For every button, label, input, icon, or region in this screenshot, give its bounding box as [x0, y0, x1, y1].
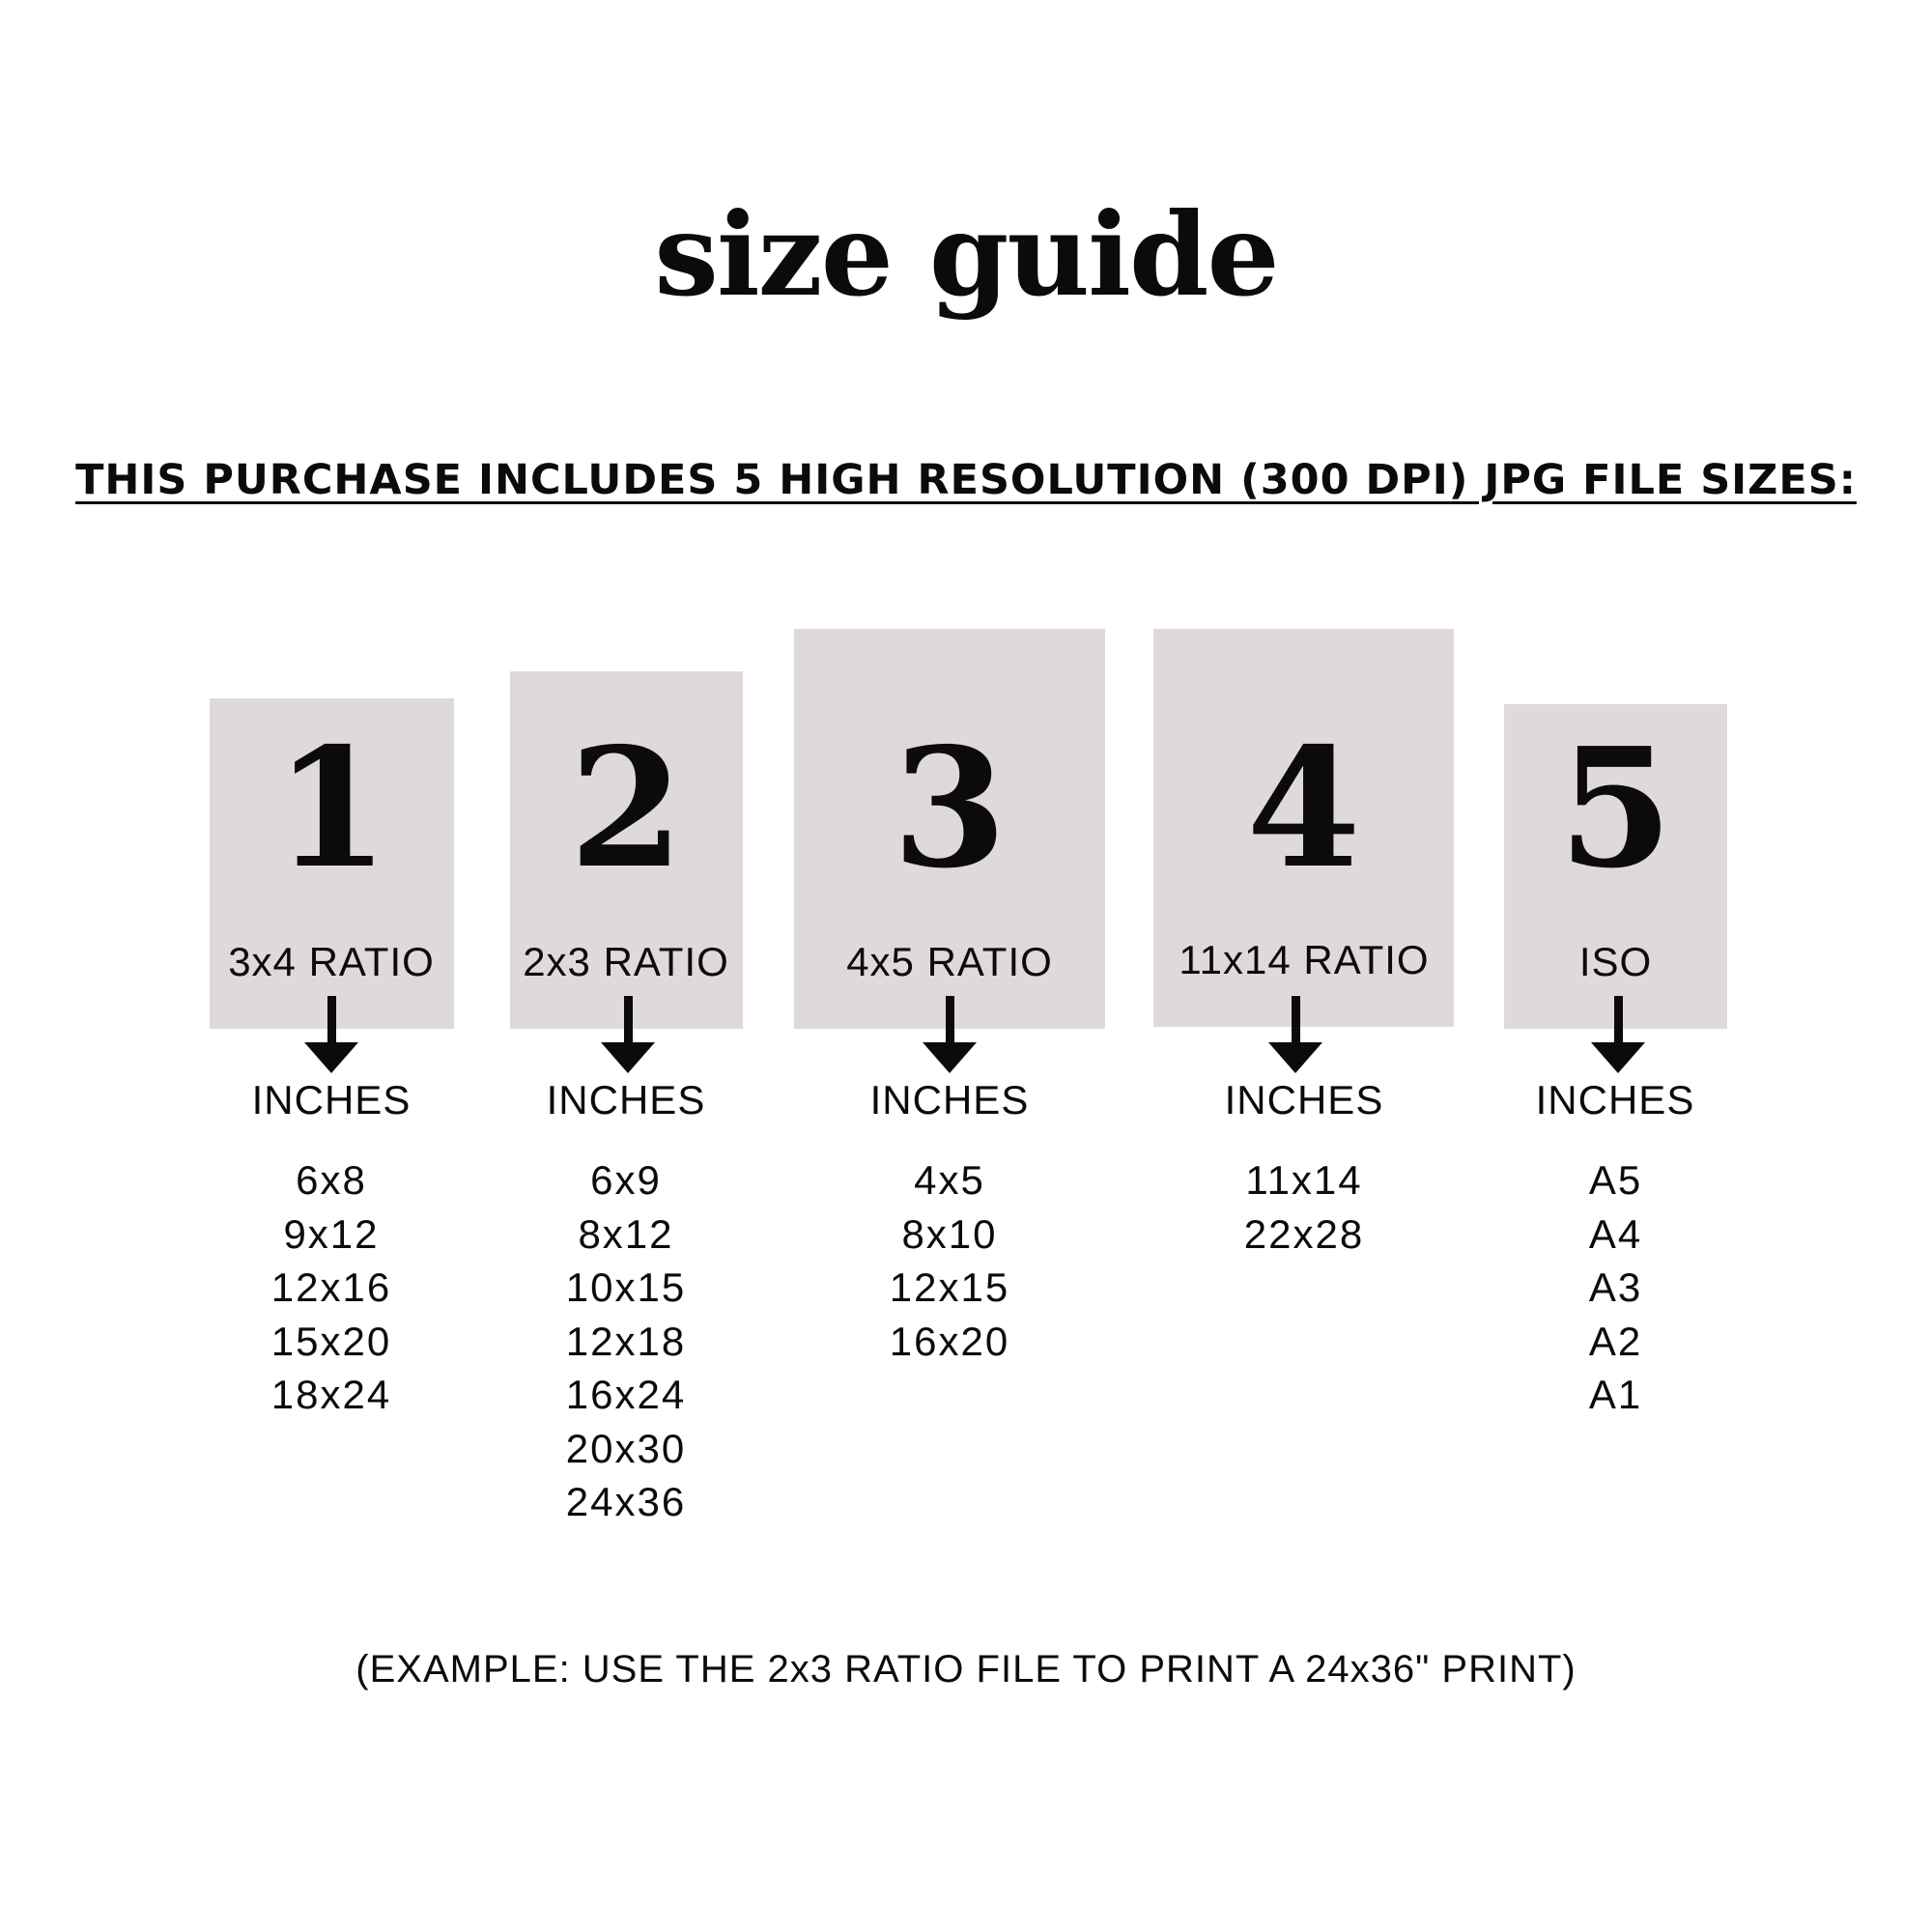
size-item: A3: [1588, 1264, 1643, 1310]
size-item: 24x36: [565, 1479, 687, 1524]
size-item: 8x10: [901, 1210, 998, 1257]
size-item: 6x8: [296, 1157, 367, 1203]
option-number-5: 5: [1558, 712, 1673, 905]
size-item: 16x20: [889, 1318, 1010, 1364]
size-item: 20x30: [565, 1425, 687, 1471]
option-ratio-3: 4x5 RATIO: [846, 939, 1053, 984]
down-arrow-icon: [1591, 996, 1645, 1073]
option-sizes-4: [1179, 1153, 1430, 1261]
option-ratio-5: ISO: [1578, 939, 1653, 984]
option-sizes-1: [211, 1153, 452, 1422]
down-arrow-icon: [601, 996, 655, 1073]
page-subtitle: THIS PURCHASE INCLUDES 5 HIGH RESOLUTION (300 DPI) JPG FILE SIZES:: [75, 456, 1857, 504]
option-sizes-3: [829, 1153, 1070, 1368]
option-sizes-5: [1504, 1153, 1727, 1422]
down-arrow-icon: [923, 996, 977, 1073]
option-unit-4: INCHES: [1224, 1077, 1384, 1122]
down-arrow-icon: [1268, 996, 1322, 1073]
option-number-4: 4: [1246, 712, 1361, 905]
option-sizes-2: [505, 1153, 747, 1529]
option-unit-2: INCHES: [546, 1077, 706, 1122]
size-item: 12x15: [889, 1264, 1010, 1310]
size-item: 10x15: [565, 1264, 687, 1310]
size-item: 12x18: [565, 1318, 687, 1364]
size-item: 9x12: [283, 1210, 380, 1257]
down-arrow-icon: [304, 996, 358, 1073]
option-ratio-1: 3x4 RATIO: [228, 939, 435, 984]
size-item: 8x12: [578, 1210, 674, 1257]
option-unit-1: INCHES: [251, 1077, 412, 1122]
page-title: size guide: [654, 187, 1278, 322]
size-item: 18x24: [270, 1372, 392, 1417]
example-note: (EXAMPLE: USE THE 2x3 RATIO FILE TO PRINT A 24x36" PRINT): [355, 1648, 1577, 1690]
option-unit-3: INCHES: [869, 1077, 1030, 1122]
size-item: 22x28: [1243, 1210, 1365, 1257]
option-number-3: 3: [892, 712, 1008, 905]
size-item: 4x5: [914, 1157, 985, 1203]
size-item: 15x20: [270, 1318, 392, 1364]
size-item: 16x24: [565, 1372, 687, 1417]
size-item: A2: [1588, 1318, 1643, 1364]
option-ratio-4: 11x14 RATIO: [1179, 937, 1430, 982]
option-ratio-2: 2x3 RATIO: [523, 939, 729, 984]
option-unit-5: INCHES: [1535, 1077, 1695, 1122]
option-number-1: 1: [274, 712, 389, 905]
size-item: 12x16: [270, 1264, 392, 1310]
size-item: 6x9: [590, 1157, 662, 1203]
size-item: 11x14: [1245, 1157, 1363, 1203]
size-item: A4: [1588, 1210, 1643, 1257]
option-number-2: 2: [569, 712, 684, 905]
size-item: A5: [1588, 1157, 1643, 1203]
size-item: A1: [1588, 1372, 1643, 1417]
